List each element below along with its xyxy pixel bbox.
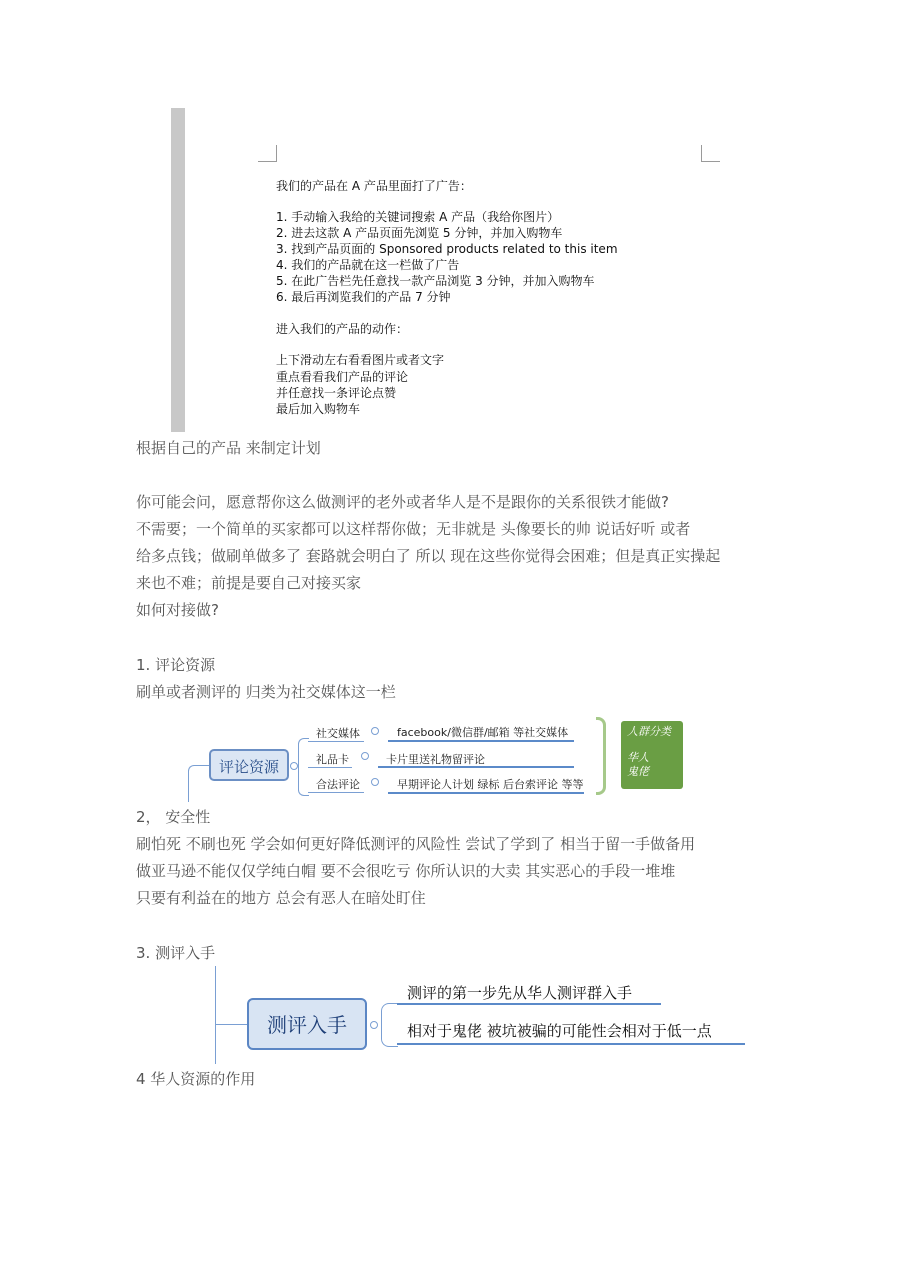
mindmap2-branch: 测评的第一步先从华人测评群入手 [407, 984, 633, 1002]
section-3-title: 3. 测评入手 [136, 944, 216, 962]
summary-line: 华人 [627, 751, 649, 764]
mindmap1-branch-underline [308, 792, 364, 793]
mindmap1-summary-brace [596, 717, 606, 795]
mindmap2-branch-underline [397, 1043, 745, 1045]
mindmap1-branch-detail: 卡片里送礼物留评论 [386, 753, 485, 766]
mindmap1-collapse-node[interactable] [290, 762, 298, 770]
mindmap1-node-dot[interactable] [371, 778, 379, 786]
mindmap1-detail-underline [388, 740, 574, 742]
section-2-line-1: 刷怕死 不刷也死 学会如何更好降低测评的风险性 尝试了学到了 相当于留一手做备用 [136, 835, 696, 853]
mindmap2-root-connector [215, 966, 216, 1064]
mindmap1-branch-label: 社交媒体 [316, 727, 360, 740]
doc-action: 最后加入购物车 [276, 402, 361, 416]
section-4-title: 4 华人资源的作用 [136, 1070, 256, 1088]
mindmap1-branch-label: 合法评论 [316, 778, 360, 791]
mindmap2-branch-connector [381, 1003, 398, 1047]
section-2-line-2: 做亚马逊不能仅仅学纯白帽 要不会很吃亏 你所认识的大卖 其实恶心的手段一堆堆 [136, 862, 676, 880]
mindmap2-branch: 相对于鬼佬 被坑被骗的可能性会相对于低一点 [407, 1022, 712, 1040]
section-1-title: 1. 评论资源 [136, 656, 216, 674]
doc-step: 1. 手动输入我给的关键词搜索 A 产品（我给你图片） [276, 210, 560, 224]
section-1-text: 刷单或者测评的 归类为社交媒体这一栏 [136, 683, 396, 701]
paragraph-question: 你可能会问，愿意帮你这么做测评的老外或者华人是不是跟你的关系很铁才能做? [136, 493, 669, 511]
doc-step: 4. 我们的产品就在这一栏做了广告 [276, 258, 460, 272]
paragraph-answer-1: 不需要；一个简单的买家都可以这样帮你做；无非就是 头像要长的帅 说话好听 或者 [136, 520, 691, 538]
doc-action: 并任意找一条评论点赞 [276, 386, 397, 400]
mindmap1-detail-underline [388, 792, 584, 794]
section-2-line-3: 只要有利益在的地方 总会有恶人在暗处盯住 [136, 889, 426, 907]
mindmap2-collapse-node[interactable] [370, 1021, 378, 1029]
doc-step: 2. 进去这款 A 产品页面先浏览 5 分钟，并加入购物车 [276, 226, 563, 240]
doc-step: 6. 最后再浏览我们的产品 7 分钟 [276, 290, 451, 304]
paragraph-answer-2: 给多点钱；做刷单做多了 套路就会明白了 所以 现在这些你觉得会困难；但是真正实操起 [136, 547, 721, 565]
mindmap2-root: 测评入手 [247, 998, 367, 1050]
section-2-title: 2， 安全性 [136, 808, 211, 826]
doc-step: 3. 找到产品页面的 Sponsored products related to this item [276, 242, 618, 256]
paragraph-answer-3: 来也不难；前提是要自己对接买家 [136, 574, 362, 592]
page-corner-mark-right [701, 145, 720, 162]
mindmap1-branch-detail: facebook/微信群/邮箱 等社交媒体 [397, 726, 569, 739]
mindmap2-root-connector-h [215, 1024, 247, 1025]
mindmap1-root: 评论资源 [209, 749, 289, 781]
mindmap1-branch-underline [308, 741, 364, 742]
mindmap1-node-dot[interactable] [371, 727, 379, 735]
mindmap2-branch-underline [397, 1003, 661, 1005]
mindmap1-root-connector [188, 765, 211, 802]
summary-line: 鬼佬 [627, 765, 649, 778]
paragraph-plan: 根据自己的产品 来制定计划 [136, 439, 321, 457]
doc-actions-title: 进入我们的产品的动作： [276, 322, 409, 336]
paragraph-how: 如何对接做? [136, 601, 219, 619]
document-sidebar-bar [171, 108, 185, 432]
page-corner-mark-left [258, 145, 277, 162]
mindmap1-detail-underline [378, 766, 574, 768]
mindmap1-branch-underline [308, 767, 352, 768]
doc-action: 重点看看我们产品的评论 [276, 370, 409, 384]
mindmap1-summary-box [621, 721, 683, 789]
doc-title-line: 我们的产品在 A 产品里面打了广告： [276, 179, 472, 193]
doc-action: 上下滑动左右看看图片或者文字 [276, 353, 445, 367]
mindmap1-node-dot[interactable] [361, 752, 369, 760]
mindmap1-branch-label: 礼品卡 [316, 753, 349, 766]
summary-title: 人群分类 [627, 725, 671, 738]
doc-step: 5. 在此广告栏先任意找一款产品浏览 3 分钟，并加入购物车 [276, 274, 595, 288]
mindmap1-branch-detail: 早期评论人计划 绿标 后台索评论 等等 [397, 778, 584, 791]
